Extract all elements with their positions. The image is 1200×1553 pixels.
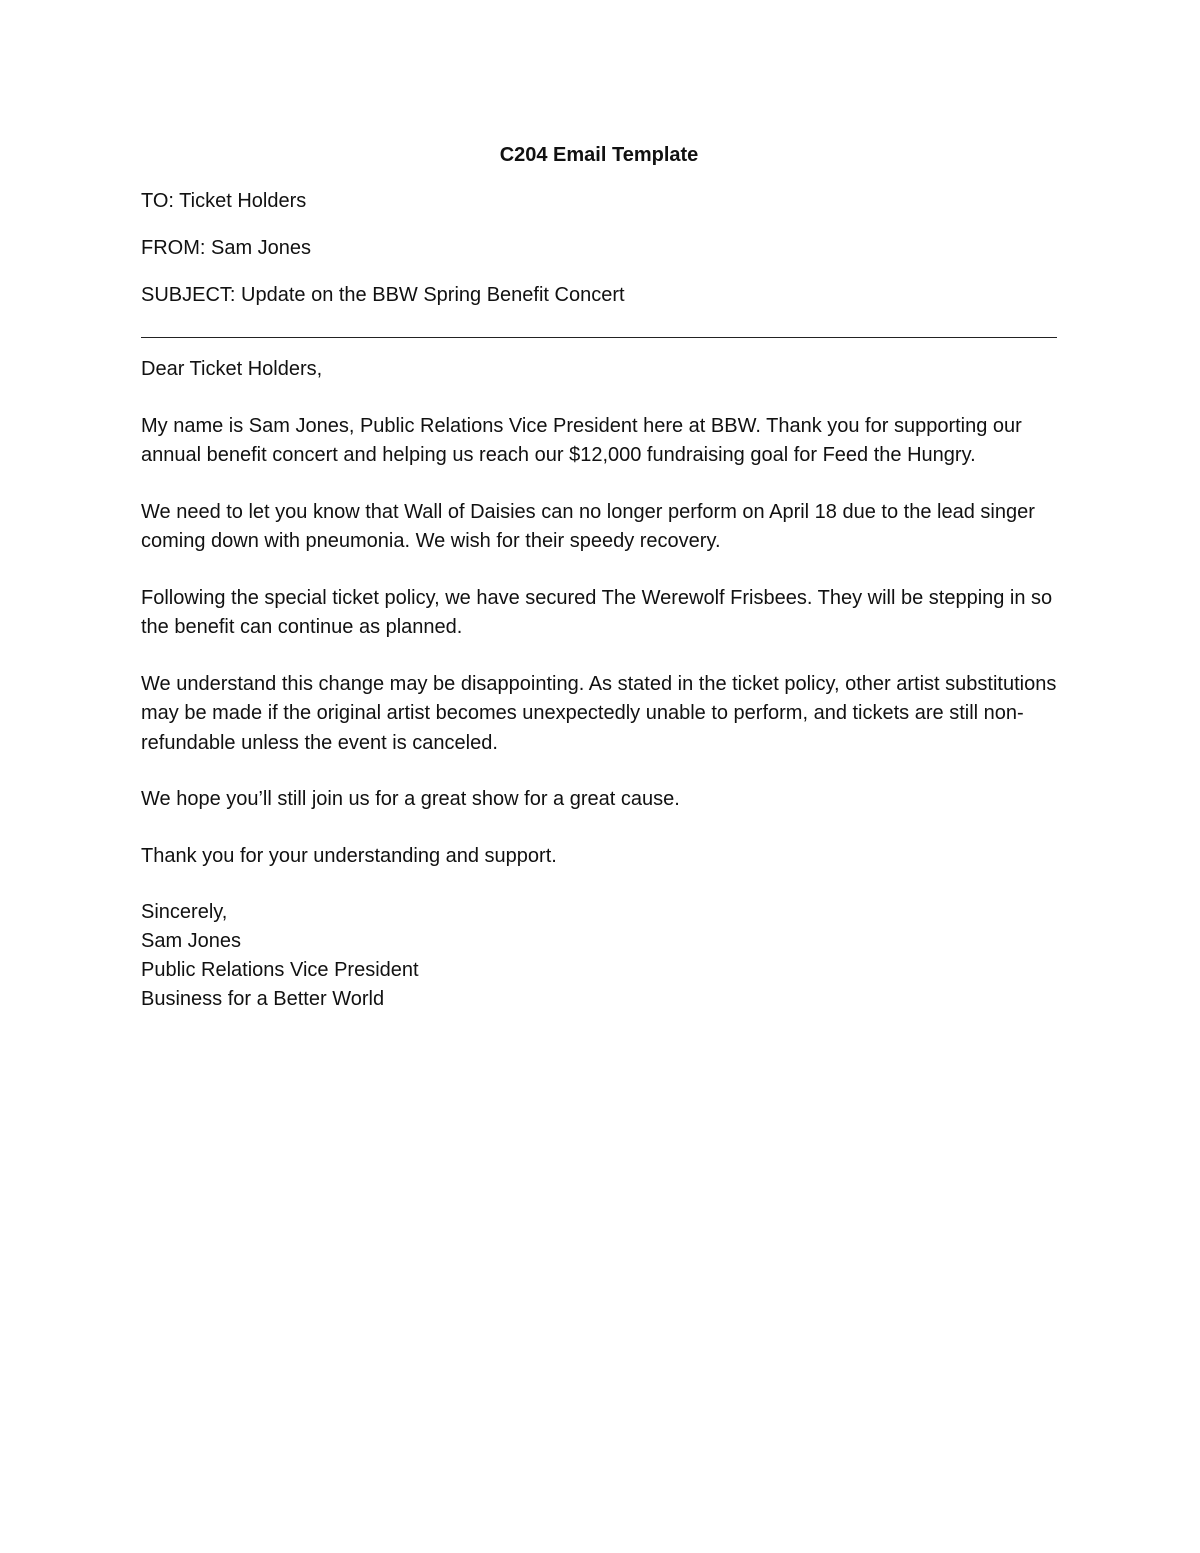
signature-block xyxy=(141,898,1057,1014)
subject-line: SUBJECT: Update on the BBW Spring Benefit Concert xyxy=(141,284,625,306)
document-title: C204 Email Template xyxy=(499,144,699,166)
paragraph-policy: We understand this change may be disappointing. As stated in the ticket policy, other artist substitutions may be made if the original artist becomes unexpectedly unable to perform, and tickets are still non-refundable unless the event is canceled. xyxy=(141,672,1057,754)
to-line: TO: Ticket Holders xyxy=(141,190,307,212)
paragraph-replacement: Following the special ticket policy, we have secured The Werewolf Frisbees. They will be stepping in so the benefit can continue as planned. xyxy=(141,586,1053,638)
signature-name: Sam Jones xyxy=(141,930,242,952)
header-divider xyxy=(141,337,1057,338)
paragraph-thanks: Thank you for your understanding and support. xyxy=(141,844,557,867)
email-template xyxy=(141,140,1057,1014)
paragraph-intro: My name is Sam Jones, Public Relations Vice President here at BBW. Thank you for supporting our annual benefit concert and helping us reach our $12,000 fundraising goal for Feed the Hungry. xyxy=(141,414,1022,466)
from-line: FROM: Sam Jones xyxy=(141,237,312,259)
paragraph-hope: We hope you’ll still join us for a great show for a great cause. xyxy=(141,788,680,810)
signature-closing: Sincerely, xyxy=(141,901,228,923)
signature-organization: Business for a Better World xyxy=(141,988,385,1010)
paragraph-cancellation: We need to let you know that Wall of Daisies can no longer perform on April 18 due to the lead singer coming down with pneumonia. We wish for their speedy recovery. xyxy=(141,500,1035,552)
greeting: Dear Ticket Holders, xyxy=(141,358,323,380)
signature-position: Public Relations Vice President xyxy=(141,959,419,981)
